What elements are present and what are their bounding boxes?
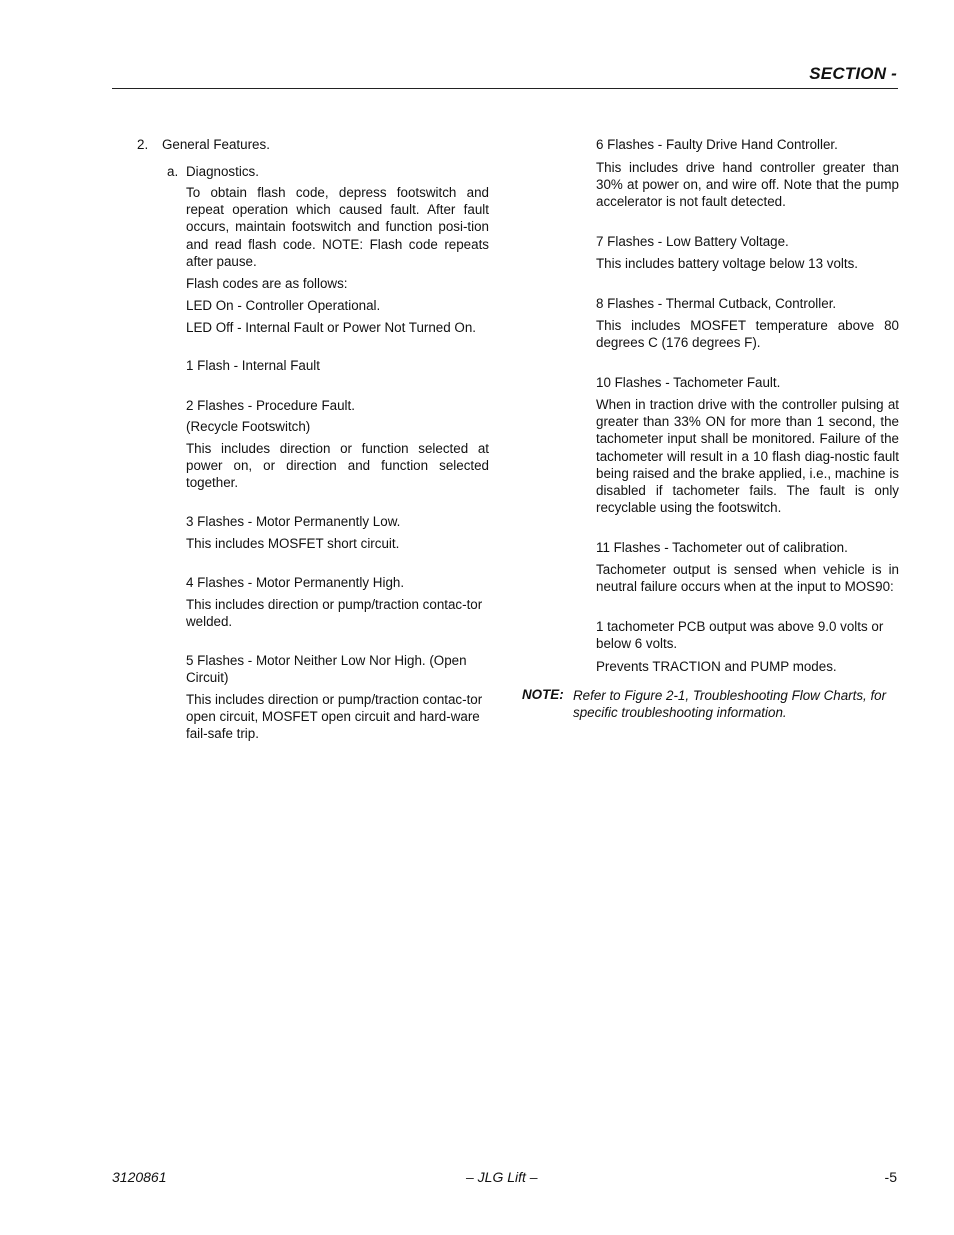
flash-7-desc: This includes battery voltage below 13 volts.: [596, 256, 859, 271]
flash-10-desc: When in traction drive with the controller pulsing at greater than 33% ON for more than 1 second, the tachometer input shall be monitored. Failure of the tachometer will result in a 10 flash diag-nostic fault being raised and the brake applied, i.e., machine is disabled if tachometer fails. The fault is only recyclable using the footswitch.: [596, 397, 899, 516]
led-on-text: LED On - Controller Operational.: [186, 298, 381, 313]
flash-3-desc: This includes MOSFET short circuit.: [186, 536, 400, 551]
flash-4-title: 4 Flashes - Motor Permanently High.: [186, 575, 405, 590]
flash-2-desc: This includes direction or function selected at power on, or direction and function selected together.: [186, 441, 489, 491]
flash-6-title: 6 Flashes - Faulty Drive Hand Controller.: [596, 137, 838, 152]
flash-7-title: 7 Flashes - Low Battery Voltage.: [596, 234, 789, 249]
flash-11-desc-1: Tachometer output is sensed when vehicle is in neutral failure occurs when at the input to MOS90:: [596, 562, 899, 595]
section-header-title: SECTION -: [809, 64, 897, 83]
diagnostics-intro: To obtain flash code, depress footswitch and repeat operation which caused fault. After fault occurs, maintain footswitch and function posi-tion and read flash code. NOTE: Flash code repeats after pause.: [186, 185, 489, 269]
flash-5-desc: This includes direction or pump/traction contac-tor open circuit, MOSFET open circuit and hard-ware fail-safe trip.: [186, 692, 483, 742]
flash-codes-heading: Flash codes are as follows:: [186, 276, 348, 291]
footer-center: – JLG Lift –: [466, 1169, 538, 1185]
note-label: NOTE:: [522, 687, 564, 702]
item-2-number: 2.: [137, 137, 149, 152]
header-rule: [112, 88, 898, 89]
flash-8-desc: This includes MOSFET temperature above 80 degrees C (176 degrees F).: [596, 318, 899, 351]
flash-11-desc-3: Prevents TRACTION and PUMP modes.: [596, 659, 837, 674]
flash-11-desc-2: 1 tachometer PCB output was above 9.0 volts or below 6 volts.: [596, 619, 884, 652]
item-2-label: General Features.: [162, 137, 270, 152]
flash-3-title: 3 Flashes - Motor Permanently Low.: [186, 514, 401, 529]
flash-1-title: 1 Flash - Internal Fault: [186, 358, 320, 373]
flash-4-desc: This includes direction or pump/traction contac-tor welded.: [186, 597, 483, 630]
footer-page-number: -5: [884, 1169, 897, 1185]
flash-5-title: 5 Flashes - Motor Neither Low Nor High. (Open Circuit): [186, 653, 467, 686]
flash-10-title: 10 Flashes - Tachometer Fault.: [596, 375, 781, 390]
note-text: Refer to Figure 2-1, Troubleshooting Flow Charts, for specific troubleshooting information.: [573, 688, 887, 721]
item-a-label: Diagnostics.: [186, 164, 259, 179]
item-a-letter: a.: [167, 164, 179, 179]
led-off-text: LED Off - Internal Fault or Power Not Turned On.: [186, 320, 477, 335]
flash-8-title: 8 Flashes - Thermal Cutback, Controller.: [596, 296, 837, 311]
flash-11-title: 11 Flashes - Tachometer out of calibration.: [596, 540, 848, 555]
footer-doc-number: 3120861: [112, 1169, 167, 1185]
flash-2-sub: (Recycle Footswitch): [186, 419, 311, 434]
flash-2-title: 2 Flashes - Procedure Fault.: [186, 398, 355, 413]
flash-6-desc: This includes drive hand controller greater than 30% at power on, and wire off. Note that the pump accelerator is not fault detected.: [596, 160, 899, 210]
